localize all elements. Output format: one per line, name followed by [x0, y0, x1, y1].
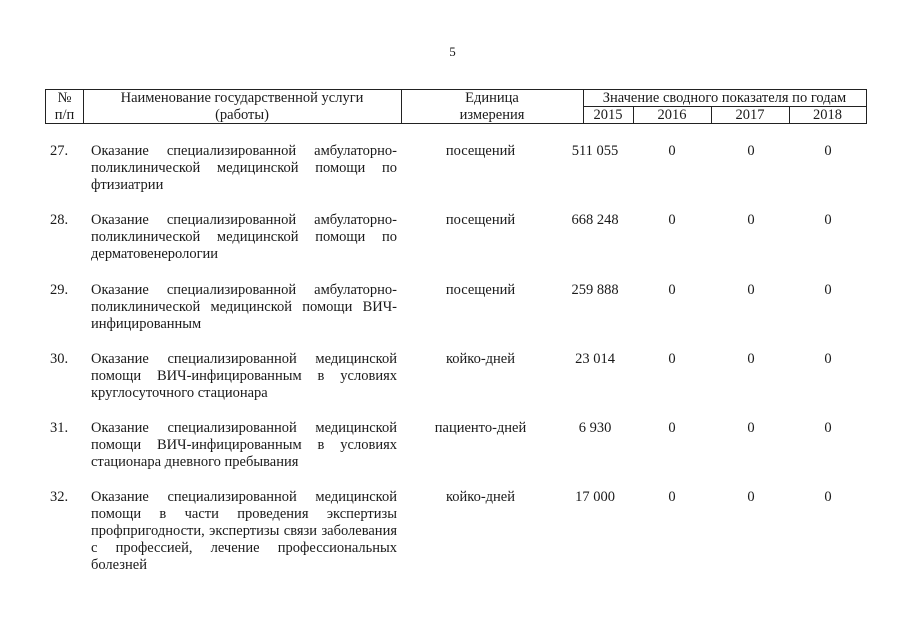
row-number: 31. [50, 420, 69, 436]
unit: пациенто-дней [434, 420, 527, 436]
service-name: Оказание специализированной медицинской помощи ВИЧ-инфицированным в условиях стационара дневного пребывания [91, 420, 397, 470]
unit: посещений [445, 282, 516, 298]
service-name: Оказание специализированной амбулаторно-поликлинической медицинской помощи по фтизиатрии [91, 143, 397, 193]
value-2015: 23 014 [575, 351, 615, 367]
row-number: 28. [50, 212, 69, 228]
value-2016: 0 [668, 212, 676, 228]
header-unit-line2: измерения [459, 107, 525, 123]
header-num-line1: № [57, 90, 72, 106]
value-2017: 0 [747, 212, 755, 228]
header-year-2017: 2017 [735, 107, 765, 123]
page-number: 5 [449, 44, 456, 59]
value-2017: 0 [747, 489, 755, 505]
row-number: 32. [50, 489, 69, 505]
header-unit-line1: Единица [465, 90, 519, 106]
value-2017: 0 [747, 351, 755, 367]
unit: койко-дней [445, 351, 516, 367]
value-2017: 0 [747, 143, 755, 159]
header-name-line2: (работы) [215, 107, 269, 123]
header-year-2018: 2018 [813, 107, 842, 123]
value-2018: 0 [824, 351, 832, 367]
row-number: 30. [50, 351, 69, 367]
service-name: Оказание специализированной амбулаторно-поликлинической медицинской помощи по дерматовенерологии [91, 212, 397, 262]
value-2016: 0 [668, 282, 676, 298]
value-2016: 0 [668, 489, 676, 505]
header-year-2016: 2016 [657, 107, 687, 123]
service-name: Оказание специализированной медицинской помощи в части проведения экспертизы профпригодности, экспертизы связи заболевания с профессией, лечение профессиональных болезней [91, 489, 397, 573]
value-2018: 0 [824, 489, 832, 505]
row-number: 27. [50, 143, 69, 159]
service-name: Оказание специализированной медицинской помощи ВИЧ-инфицированным в условиях круглосуточного стационара [91, 351, 397, 401]
unit: посещений [445, 143, 516, 159]
value-2018: 0 [824, 282, 832, 298]
value-2015: 511 055 [571, 143, 619, 159]
table-header [45, 89, 867, 124]
value-2015: 259 888 [571, 282, 619, 298]
value-2017: 0 [747, 282, 755, 298]
value-2015: 6 930 [578, 420, 612, 436]
header-values-title: Значение сводного показателя по годам [602, 90, 847, 106]
value-2016: 0 [668, 351, 676, 367]
value-2018: 0 [824, 143, 832, 159]
value-2016: 0 [668, 143, 676, 159]
header-name-line1: Наименование государственной услуги [120, 90, 364, 106]
value-2018: 0 [824, 420, 832, 436]
value-2016: 0 [668, 420, 676, 436]
unit: посещений [445, 212, 516, 228]
value-2017: 0 [747, 420, 755, 436]
header-year-2015: 2015 [593, 107, 623, 123]
service-name: Оказание специализированной амбулаторно-поликлинической медицинской помощи ВИЧ-инфицированным [91, 282, 397, 332]
header-num-line2: п/п [54, 107, 75, 123]
value-2018: 0 [824, 212, 832, 228]
row-number: 29. [50, 282, 69, 298]
value-2015: 17 000 [575, 489, 615, 505]
unit: койко-дней [445, 489, 516, 505]
value-2015: 668 248 [571, 212, 619, 228]
